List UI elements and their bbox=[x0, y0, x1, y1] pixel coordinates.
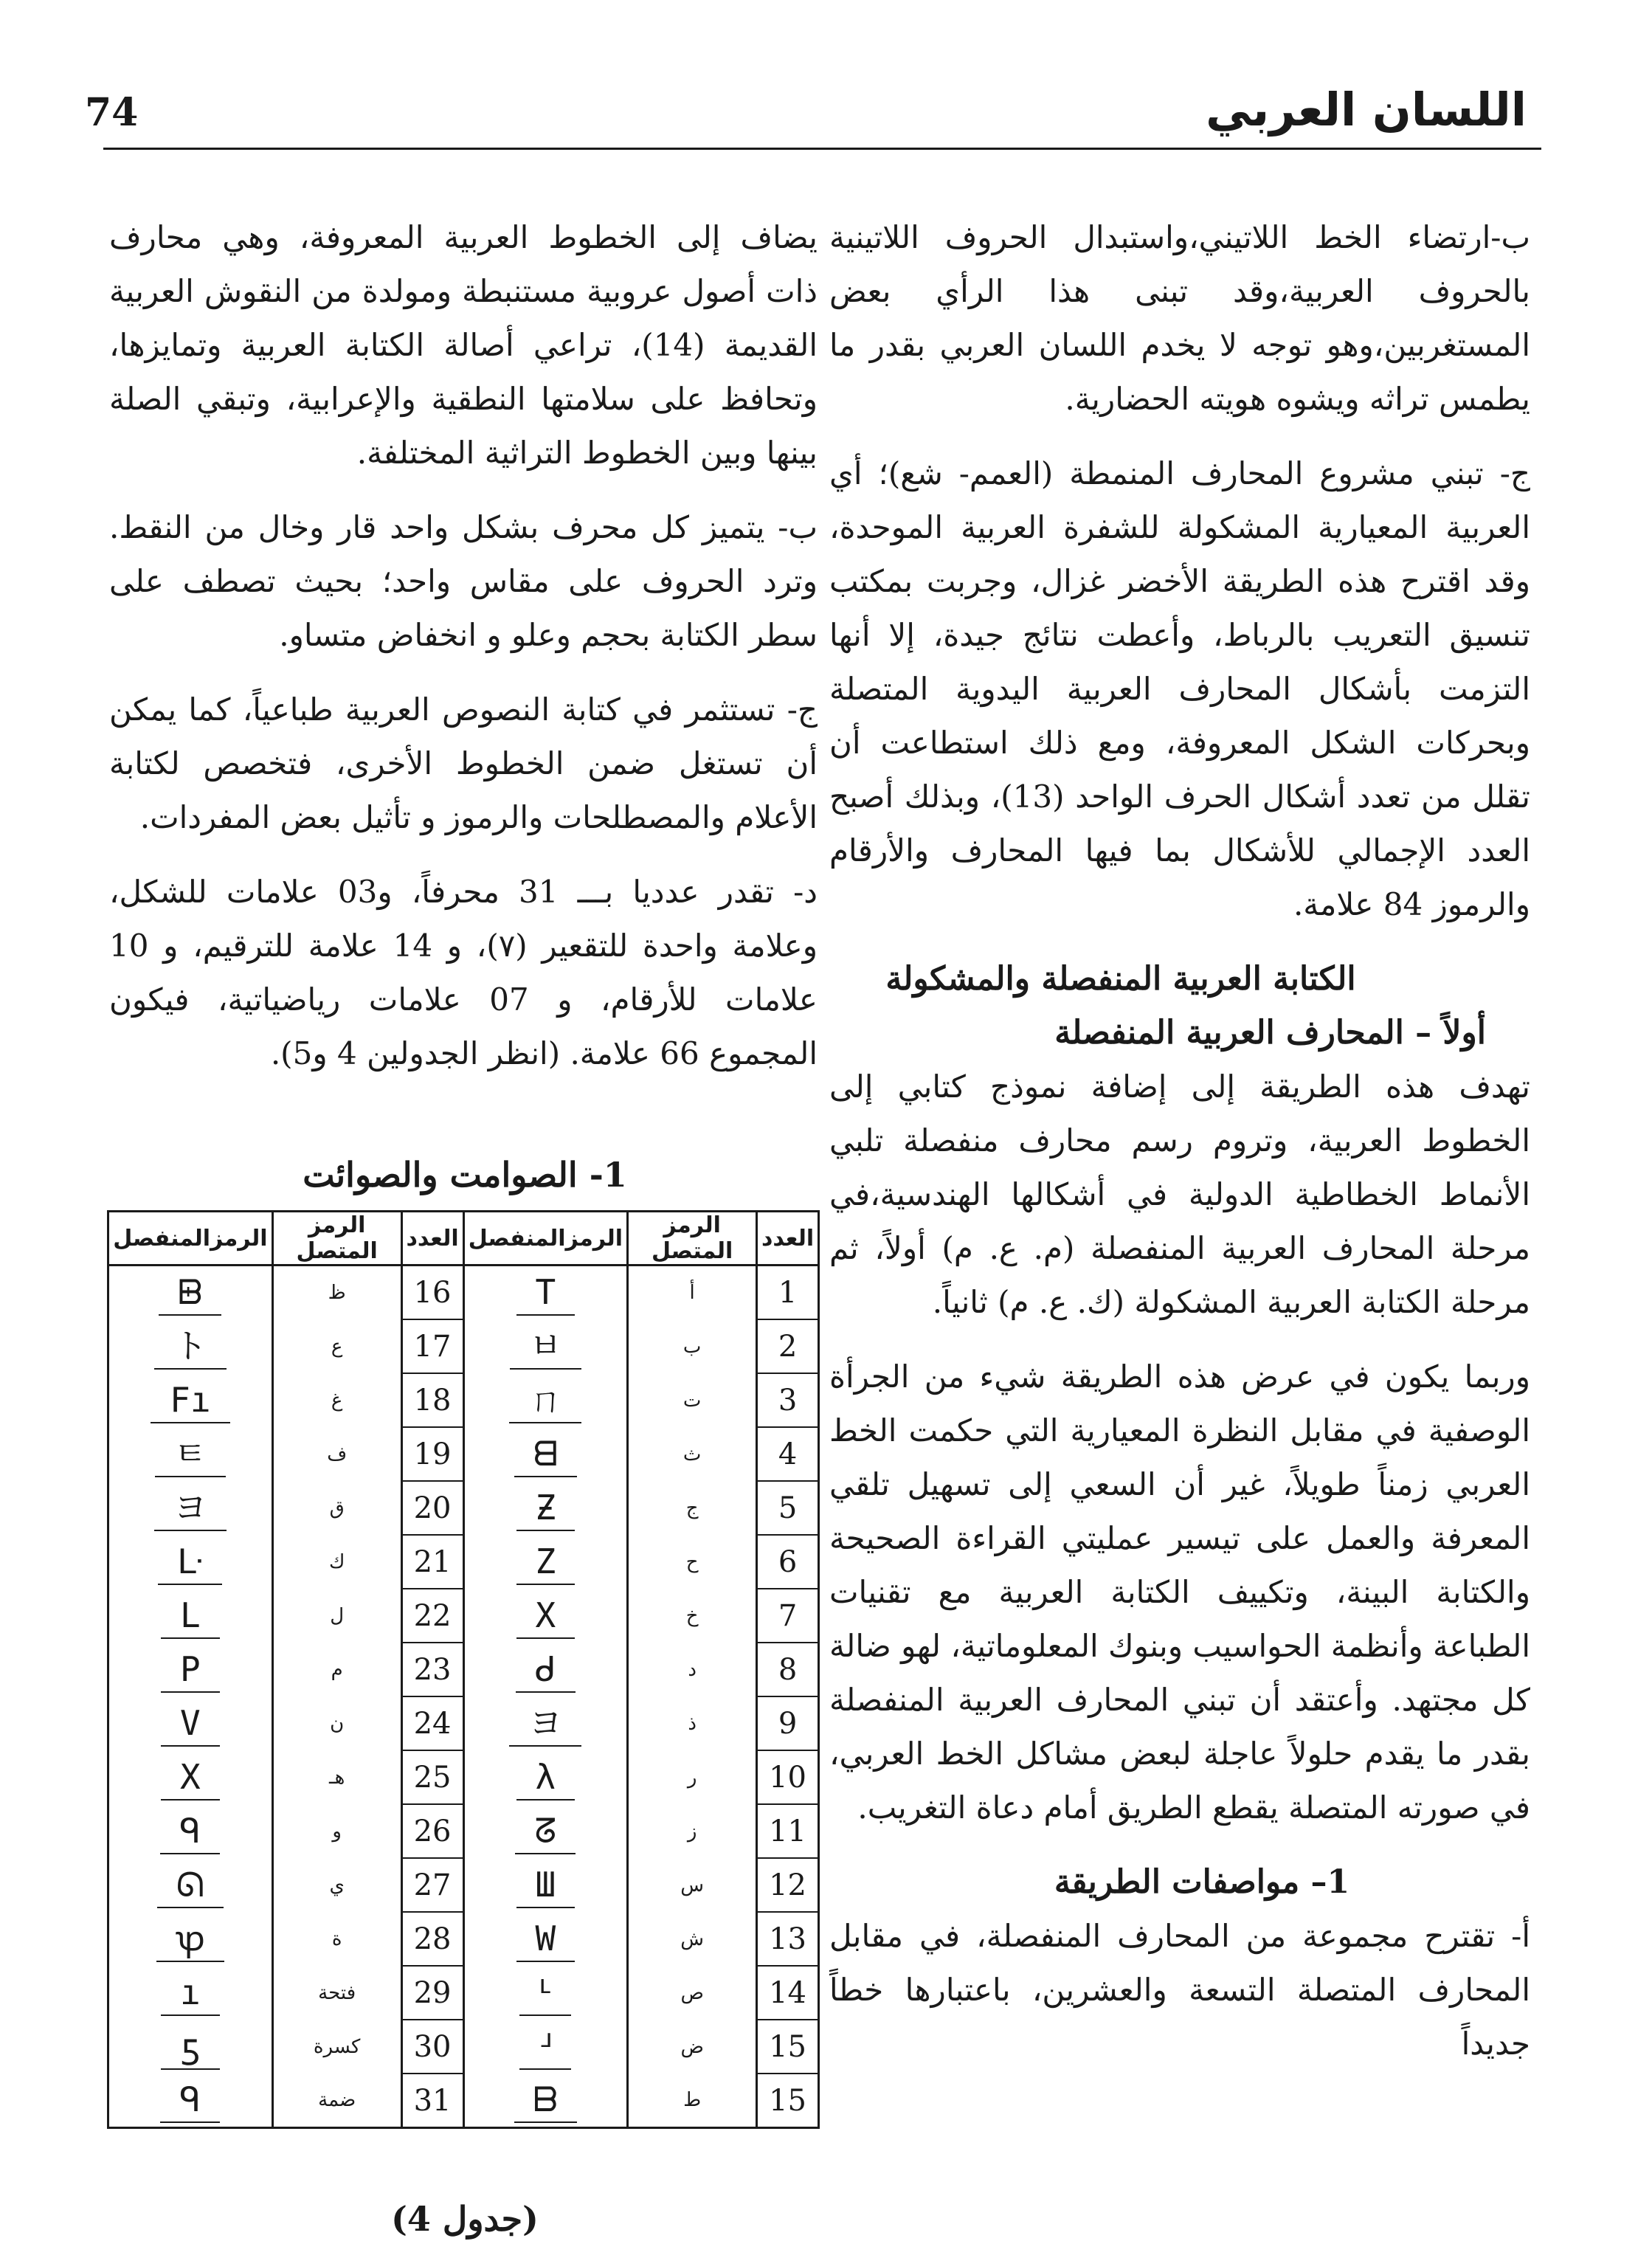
cell-separated-glyph bbox=[463, 1589, 628, 1643]
cell-separated-glyph bbox=[108, 1750, 273, 1804]
table-row bbox=[108, 1912, 819, 1966]
left-column bbox=[109, 210, 818, 1101]
table-label: (جدول 4) bbox=[391, 2199, 539, 2239]
cell-connected-letter: ب bbox=[628, 1319, 757, 1373]
cell-number: 10 bbox=[757, 1750, 819, 1804]
cell-separated-glyph bbox=[463, 1266, 628, 1320]
cell-connected-letter: هـ bbox=[272, 1750, 401, 1804]
separated-glyph: W bbox=[516, 1916, 576, 1962]
separated-glyph: ᑯ bbox=[516, 1647, 576, 1693]
cell-number: 28 bbox=[401, 1912, 463, 1966]
cell-separated-glyph bbox=[108, 1266, 273, 1320]
header-number: العدد bbox=[757, 1212, 819, 1266]
cell-separated-glyph bbox=[463, 1319, 628, 1373]
separated-glyph: V bbox=[161, 1701, 220, 1747]
cell-connected-letter: ق bbox=[272, 1481, 401, 1535]
cell-separated-glyph bbox=[108, 1643, 273, 1696]
header-divider bbox=[103, 148, 1541, 150]
separated-glyph: ı bbox=[161, 1970, 220, 2016]
separated-glyph: ㅌ bbox=[155, 1432, 226, 1477]
cell-separated-glyph bbox=[463, 1966, 628, 2020]
cell-number: 23 bbox=[401, 1643, 463, 1696]
separated-glyph: ᒽ bbox=[519, 2024, 571, 2070]
cell-separated-glyph bbox=[463, 1750, 628, 1804]
cell-number: 5 bbox=[757, 1481, 819, 1535]
cell-number: 7 bbox=[757, 1589, 819, 1643]
cell-connected-letter: كسرة bbox=[272, 2020, 401, 2074]
paragraph-ba: ب-ارتضاء الخط اللاتيني،واستبدال الحروف اللاتينية بالحروف العربية،وقد تبنى هذا الرأي بعض المستغربين،وهو توجه لا يخدم اللسان العربي بقدر ما يطمس تراثه ويشوه هويته الحضارية. bbox=[829, 219, 1530, 417]
cell-connected-letter: ط bbox=[628, 2074, 757, 2128]
paragraph-jim-left: ج- تستثمر في كتابة النصوص العربية طباعياً، كما يمكن أن تستغل ضمن الخطوط الأخرى، فتخصص لكتابة الأعلام والمصطلحات والرموز و تأثيل بعض المفردات. bbox=[109, 691, 818, 835]
cell-separated-glyph bbox=[463, 1427, 628, 1481]
cell-connected-letter: ج bbox=[628, 1481, 757, 1535]
page-number: 74 bbox=[85, 90, 139, 135]
cell-separated-glyph bbox=[108, 1481, 273, 1535]
paragraph-dal: د- تقدر عدديا بـــ 31 محرفاً، و03 علامات للشكل، وعلامة واحدة للتقعير (٧)، و 14 علامة للترقيم، و 10 علامات للأرقام، و 07 علامات رياضياتية، فيكون المجموع 66 علامة. (انظر الجدولين 4 و5). bbox=[109, 874, 818, 1071]
cell-connected-letter: ل bbox=[272, 1589, 401, 1643]
cell-separated-glyph bbox=[463, 1481, 628, 1535]
journal-title: اللسان العربي bbox=[1206, 83, 1527, 137]
separated-glyph: ㅂ bbox=[510, 1324, 581, 1370]
cell-connected-letter: ز bbox=[628, 1804, 757, 1858]
separated-glyph: λ bbox=[516, 1755, 576, 1800]
cell-connected-letter: د bbox=[628, 1643, 757, 1696]
cell-connected-letter: غ bbox=[272, 1373, 401, 1427]
separated-glyph: ꝕ bbox=[156, 1916, 224, 1962]
cell-number: 9 bbox=[757, 1696, 819, 1750]
table-header-row bbox=[108, 1212, 819, 1266]
cell-number: 19 bbox=[401, 1427, 463, 1481]
cell-number: 11 bbox=[757, 1804, 819, 1858]
separated-glyph: P bbox=[161, 1647, 220, 1693]
separated-glyph: ᗺ bbox=[514, 1432, 577, 1477]
cell-separated-glyph bbox=[463, 1912, 628, 1966]
separated-glyph: ᘔ bbox=[515, 1809, 576, 1854]
separated-glyph: L bbox=[161, 1593, 220, 1639]
cell-connected-letter: ع bbox=[272, 1319, 401, 1373]
cell-number: 2 bbox=[757, 1319, 819, 1373]
cell-number: 26 bbox=[401, 1804, 463, 1858]
cell-number: 8 bbox=[757, 1643, 819, 1696]
cell-separated-glyph bbox=[463, 1373, 628, 1427]
separated-glyph: ヨ bbox=[509, 1701, 581, 1747]
cell-connected-letter: ض bbox=[628, 2020, 757, 2074]
separated-glyph: ᑫ bbox=[160, 2077, 220, 2123]
cell-number: 25 bbox=[401, 1750, 463, 1804]
cell-separated-glyph bbox=[108, 1858, 273, 1912]
cell-number: 31 bbox=[401, 2074, 463, 2128]
table-row bbox=[108, 1966, 819, 2020]
header-separated: الرمزالمنفصل bbox=[108, 1212, 273, 1266]
header-connected: الرمز المتصل bbox=[272, 1212, 401, 1266]
paragraph-alif: أ- تقترح مجموعة من المحارف المنفصلة، في مقابل المحارف المتصلة التسعة والعشرين، باعتبارها خطاً جديداً bbox=[829, 1918, 1530, 2062]
cell-connected-letter: أ bbox=[628, 1266, 757, 1320]
table-row bbox=[108, 1696, 819, 1750]
header-number: العدد bbox=[401, 1212, 463, 1266]
cell-separated-glyph bbox=[108, 2020, 273, 2074]
separated-glyph: Ƶ bbox=[516, 1485, 576, 1531]
cell-number: 14 bbox=[757, 1966, 819, 2020]
header-separated: الرمزالمنفصل bbox=[463, 1212, 628, 1266]
cell-number: 16 bbox=[401, 1266, 463, 1320]
symbols-table bbox=[107, 1210, 820, 2129]
cell-connected-letter: م bbox=[272, 1643, 401, 1696]
cell-separated-glyph bbox=[108, 1696, 273, 1750]
separated-glyph: ㄇ bbox=[509, 1378, 581, 1423]
paragraph-goal: تهدف هذه الطريقة إلى إضافة نموذج كتابي إلى الخطوط العربية، وتروم رسم محارف منفصلة تلبي الأنماط الخطاطية الدولية في أشكالها الهندسية،في مرحلة المحارف العربية المنفصلة (م. ع. م) أولاً، ثم مرحلة الكتابة العربية المشكولة (ك. ع. م) ثانياً. bbox=[829, 1068, 1530, 1320]
cell-connected-letter: ذ bbox=[628, 1696, 757, 1750]
cell-separated-glyph bbox=[108, 1912, 273, 1966]
header-connected: الرمز المتصل bbox=[628, 1212, 757, 1266]
cell-number: 15 bbox=[757, 2074, 819, 2128]
subsection-heading: أولاً – المحارف العربية المنفصلة bbox=[1054, 1014, 1486, 1052]
cell-connected-letter: س bbox=[628, 1858, 757, 1912]
cell-separated-glyph bbox=[463, 1643, 628, 1696]
cell-number: 20 bbox=[401, 1481, 463, 1535]
cell-connected-letter: ش bbox=[628, 1912, 757, 1966]
table-row bbox=[108, 2074, 819, 2128]
method-heading: 1– مواصفات الطريقة bbox=[1054, 1863, 1350, 1901]
cell-number: 1 bbox=[757, 1266, 819, 1320]
table-row bbox=[108, 1535, 819, 1589]
cell-number: 15 bbox=[757, 2020, 819, 2074]
separated-glyph: ト bbox=[154, 1324, 227, 1370]
paragraph-ba-left: ب- يتميز كل محرف بشكل واحد قار وخال من النقط. وترد الحروف على مقاس واحد؛ بحيث تصطف على سطر الكتابة بحجم وعلو و انخفاض متساو. bbox=[109, 509, 818, 653]
table-body bbox=[108, 1266, 819, 2128]
cell-connected-letter: ح bbox=[628, 1535, 757, 1589]
cell-separated-glyph bbox=[463, 1535, 628, 1589]
cell-number: 13 bbox=[757, 1912, 819, 1966]
paragraph-jim: ج- تبني مشروع المحارف المنمطة (العمم- شع)؛ أي العربية المعيارية المشكولة للشفرة العربية الموحدة، وقد اقترح هذه الطريقة الأخضر غزال، وجربت بمكتب تنسيق التعريب بالرباط، وأعطت نتائج جيدة، إلا أنها التزمت بأشكال المحارف العربية اليدوية المتصلة وبحركات الشكل المعروفة، ومع ذلك استطاعت أن تقلل من تعدد أشكال الحرف الواحد (13)، وبذلك أصبح العدد الإجمالي للأشكال بما فيها المحارف والأرقام والرموز 84 علامة. bbox=[829, 455, 1530, 922]
cell-separated-glyph bbox=[463, 2020, 628, 2074]
separated-glyph: T bbox=[516, 1270, 576, 1316]
cell-separated-glyph bbox=[463, 1696, 628, 1750]
cell-number: 17 bbox=[401, 1319, 463, 1373]
cell-number: 3 bbox=[757, 1373, 819, 1427]
table-row bbox=[108, 1481, 819, 1535]
table-row bbox=[108, 1427, 819, 1481]
table-row bbox=[108, 1643, 819, 1696]
cell-number: 12 bbox=[757, 1858, 819, 1912]
separated-glyph: ᗷ bbox=[514, 2077, 577, 2123]
cell-connected-letter: فتحة bbox=[272, 1966, 401, 2020]
cell-connected-letter: ت bbox=[628, 1373, 757, 1427]
section-heading: الكتابة العربية المنفصلة والمشكولة bbox=[885, 960, 1356, 998]
separated-glyph: Ш bbox=[516, 1862, 576, 1908]
cell-number: 4 bbox=[757, 1427, 819, 1481]
cell-connected-letter: ضمة bbox=[272, 2074, 401, 2128]
cell-connected-letter: ث bbox=[628, 1427, 757, 1481]
cell-separated-glyph bbox=[108, 1427, 273, 1481]
table-row bbox=[108, 1373, 819, 1427]
cell-separated-glyph bbox=[108, 1319, 273, 1373]
table-row bbox=[108, 1589, 819, 1643]
separated-glyph: X bbox=[161, 1755, 220, 1800]
separated-glyph: ᗸ bbox=[159, 1270, 221, 1316]
table-caption: 1- الصوامت والصوائت bbox=[303, 1155, 627, 1195]
cell-number: 6 bbox=[757, 1535, 819, 1589]
paragraph-boldness: وربما يكون في عرض هذه الطريقة شيء من الجرأة الوصفية في مقابل النظرة المعيارية التي حكمت الخط العربي زمناً طويلاً، غير أن السعي إلى تسهيل تلقي المعرفة والعمل على تيسير عمليتي القراءة الصحيحة والكتابة البينة، وتكييف الكتابة العربية مع تقنيات الطباعة وأنظمة الحواسيب وبنوك المعلوماتية، لهو ضالة كل مجتهد. وأعتقد أن تبني المحارف العربية المنفصلة بقدر ما يقدم حلولاً عاجلة لبعض مشاكل الخط العربي، في صورته المتصلة يقطع الطريق أمام دعاة التغريب. bbox=[829, 1358, 1530, 1826]
cell-number: 24 bbox=[401, 1696, 463, 1750]
cell-separated-glyph bbox=[463, 1858, 628, 1912]
table-row bbox=[108, 1858, 819, 1912]
cell-number: 27 bbox=[401, 1858, 463, 1912]
cell-number: 30 bbox=[401, 2020, 463, 2074]
table-row bbox=[108, 2020, 819, 2074]
table-row bbox=[108, 1750, 819, 1804]
cell-separated-glyph bbox=[108, 1589, 273, 1643]
cell-separated-glyph bbox=[463, 2074, 628, 2128]
separated-glyph: X bbox=[516, 1593, 576, 1639]
separated-glyph: ᘏ bbox=[157, 1862, 224, 1908]
separated-glyph: ᑫ bbox=[160, 1809, 220, 1854]
cell-connected-letter: ي bbox=[272, 1858, 401, 1912]
cell-number: 18 bbox=[401, 1373, 463, 1427]
cell-connected-letter: ك bbox=[272, 1535, 401, 1589]
separated-glyph: ᒻ bbox=[519, 1970, 571, 2016]
paragraph-added: يضاف إلى الخطوط العربية المعروفة، وهي محارف ذات أصول عروبية مستنبطة ومولدة من النقوش العربية القديمة (14)، تراعي أصالة الكتابة العربية وتمايزها، وتحافظ على سلامتها النطقية والإعرابية، وتبقي الصلة بينها وبين الخطوط التراثية المختلفة. bbox=[109, 219, 818, 471]
cell-connected-letter: ر bbox=[628, 1750, 757, 1804]
cell-separated-glyph bbox=[108, 1804, 273, 1858]
cell-separated-glyph bbox=[108, 1966, 273, 2020]
cell-separated-glyph bbox=[108, 1535, 273, 1589]
cell-number: 21 bbox=[401, 1535, 463, 1589]
cell-separated-glyph bbox=[108, 2074, 273, 2128]
separated-glyph: ヨ bbox=[154, 1485, 227, 1531]
cell-separated-glyph bbox=[463, 1804, 628, 1858]
cell-connected-letter: ص bbox=[628, 1966, 757, 2020]
cell-number: 29 bbox=[401, 1966, 463, 2020]
cell-number: 22 bbox=[401, 1589, 463, 1643]
separated-glyph: ƽ bbox=[161, 2024, 220, 2070]
separated-glyph: Z bbox=[516, 1539, 576, 1585]
cell-connected-letter: ن bbox=[272, 1696, 401, 1750]
separated-glyph: ᒷ bbox=[158, 1539, 222, 1585]
cell-connected-letter: ظ bbox=[272, 1266, 401, 1320]
cell-connected-letter: ة bbox=[272, 1912, 401, 1966]
cell-connected-letter: و bbox=[272, 1804, 401, 1858]
separated-glyph: Fı bbox=[151, 1378, 229, 1423]
cell-connected-letter: ف bbox=[272, 1427, 401, 1481]
right-column bbox=[829, 210, 1530, 2091]
table-row bbox=[108, 1804, 819, 1858]
cell-connected-letter: خ bbox=[628, 1589, 757, 1643]
table-row bbox=[108, 1319, 819, 1373]
cell-separated-glyph bbox=[108, 1373, 273, 1427]
table-row bbox=[108, 1266, 819, 1320]
